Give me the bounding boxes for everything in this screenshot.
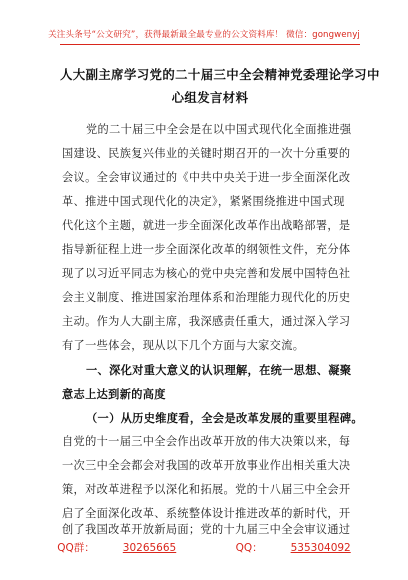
qq-group-number[interactable]: 30265665 [122,542,177,554]
body-line: 指导新征程上进一步全面深化改革的纲领性文件，充分体 [62,243,351,256]
footer-contact [0,540,408,555]
body-line: 代化这个主题，就进一步全面深化改革作出战略部署，是 [62,219,351,232]
document-title-line1: 人大副主席学习党的二十届三中全会精神党委理论学习中 [60,67,380,82]
body-line: 有了一些体会，现从以下几个方面与大家交流。 [62,339,305,352]
footer-qq-group [43,542,190,554]
qq-number[interactable]: 535304092 [290,542,351,554]
header-banner: 关注头条号“公文研究”，获得最新最全最专业的公文资料库！ 微信：gongwenyj [48,30,360,40]
body-line: 创了我国改革开放新局面；党的十九届三中全会审议通过 [62,523,351,536]
body-line: 自党的十一届三中全会作出改革开放的伟大决策以来，每 [62,435,351,448]
header-divider [60,44,360,45]
body-line: 主动。作为人大副主席，我深感责任重大，通过深入学习 [62,315,351,328]
section-heading-1-cont: 意志上达到新的高度 [62,387,166,401]
section-heading-1: 一、深化对重大意义的认识理解，在统一思想、凝聚 [86,363,352,377]
body-line: 党的二十届三中全会是在以中国式现代化全面推进强 [86,123,352,136]
footer-qq [222,542,365,554]
body-line: 会主义制度、推进国家治理体系和治理能力现代化的历史 [62,291,351,304]
qq-label: QQ： [235,542,263,554]
document-title-line2: 心组发言材料 [171,90,249,105]
qq-group-label: QQ群： [57,542,95,554]
body-line: 革、推进中国式现代化的决定》，紧紧围绕推进中国式现 [62,195,345,208]
body-line: 一次三中全会都会对我国的改革开放事业作出相关重大决 [62,459,351,472]
body-line: 启了全面深化改革、系统整体设计推进改革的新时代，开 [62,507,351,520]
body-line: 国建设、民族复兴伟业的关键时期召开的一次十分重要的 [62,147,351,160]
body-line: 策，对改革进程予以深化和拓展。党的十八届三中全会开 [62,483,351,496]
subsection-heading-1: （一）从历史维度看，全会是改革发展的重要里程碑。 [86,411,363,425]
body-line: 现了以习近平同志为核心的党中央完善和发展中国特色社 [62,267,351,280]
body-line: 会议。全会审议通过的《中共中央关于进一步全面深化改 [62,171,351,184]
